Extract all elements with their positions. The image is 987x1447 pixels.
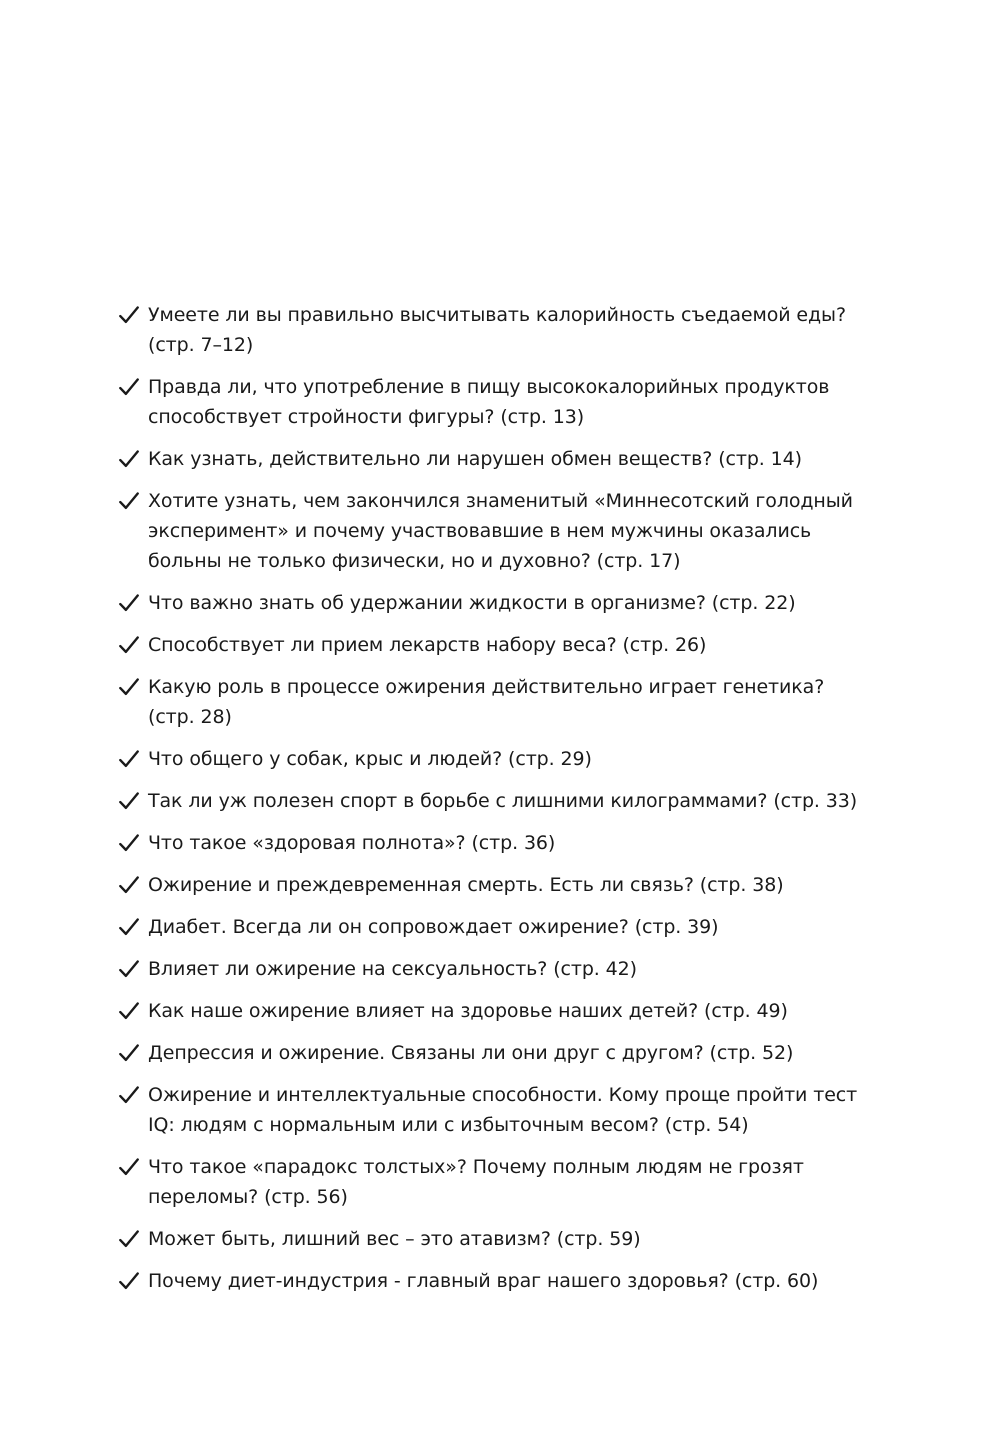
question-text: Ожирение и интеллектуальные способности. Кому проще пройти тест IQ: людям с нормальным или с избыточным весом? (стр. 54)	[148, 1084, 858, 1136]
question-item	[118, 996, 858, 1026]
question-item	[118, 1224, 858, 1254]
question-text: Так ли уж полезен спорт в борьбе с лишними килограммами? (стр. 33)	[148, 790, 858, 812]
question-item	[118, 486, 858, 576]
checkmark-icon	[118, 912, 148, 942]
checkmark-icon	[118, 828, 148, 858]
question-text: Ожирение и преждевременная смерть. Есть ли связь? (стр. 38)	[148, 874, 784, 896]
question-item	[118, 744, 858, 774]
question-item	[118, 1266, 858, 1296]
question-item	[118, 1152, 858, 1212]
checkmark-icon	[118, 444, 148, 474]
question-text: Что общего у собак, крыс и людей? (стр. 29)	[148, 748, 592, 770]
question-text: Что такое «парадокс толстых»? Почему полным людям не грозят переломы? (стр. 56)	[148, 1156, 804, 1208]
question-text: Влияет ли ожирение на сексуальность? (стр. 42)	[148, 958, 637, 980]
checkmark-icon	[118, 954, 148, 984]
question-list	[118, 300, 858, 1308]
checkmark-icon	[118, 1038, 148, 1068]
checkmark-icon	[118, 672, 148, 702]
checkmark-icon	[118, 1152, 148, 1182]
question-text: Хотите узнать, чем закончился знаменитый «Миннесотский голодный эксперимент» и почему участвовавшие в нем мужчины оказались больны не только физически, но и духовно? (стр. 17)	[148, 490, 853, 572]
question-item	[118, 786, 858, 816]
question-item	[118, 1038, 858, 1068]
question-item	[118, 588, 858, 618]
checkmark-icon	[118, 372, 148, 402]
question-item	[118, 630, 858, 660]
question-text: Депрессия и ожирение. Связаны ли они друг с другом? (стр. 52)	[148, 1042, 794, 1064]
question-text: Может быть, лишний вес – это атавизм? (стр. 59)	[148, 1228, 641, 1250]
question-item	[118, 1080, 858, 1140]
checkmark-icon	[118, 1266, 148, 1296]
checkmark-icon	[118, 588, 148, 618]
question-text: Умеете ли вы правильно высчитывать калорийность съедаемой еды? (стр. 7–12)	[148, 304, 846, 356]
question-item	[118, 672, 858, 732]
question-text: Как наше ожирение влияет на здоровье наших детей? (стр. 49)	[148, 1000, 788, 1022]
question-item	[118, 912, 858, 942]
checkmark-icon	[118, 744, 148, 774]
question-text: Почему диет-индустрия - главный враг нашего здоровья? (стр. 60)	[148, 1270, 819, 1292]
question-text: Что такое «здоровая полнота»? (стр. 36)	[148, 832, 556, 854]
checkmark-icon	[118, 486, 148, 516]
checkmark-icon	[118, 996, 148, 1026]
question-item	[118, 828, 858, 858]
question-text: Что важно знать об удержании жидкости в организме? (стр. 22)	[148, 592, 796, 614]
question-item	[118, 444, 858, 474]
checkmark-icon	[118, 300, 148, 330]
checkmark-icon	[118, 786, 148, 816]
checkmark-icon	[118, 1224, 148, 1254]
checkmark-icon	[118, 630, 148, 660]
question-text: Какую роль в процессе ожирения действительно играет генетика? (стр. 28)	[148, 676, 825, 728]
question-item	[118, 870, 858, 900]
question-item	[118, 954, 858, 984]
question-text: Диабет. Всегда ли он сопровождает ожирение? (стр. 39)	[148, 916, 719, 938]
question-text: Способствует ли прием лекарств набору веса? (стр. 26)	[148, 634, 707, 656]
question-item	[118, 372, 858, 432]
question-text: Правда ли, что употребление в пищу высококалорийных продуктов способствует стройности фигуры? (стр. 13)	[148, 376, 830, 428]
question-item	[118, 300, 858, 360]
checkmark-icon	[118, 1080, 148, 1110]
question-text: Как узнать, действительно ли нарушен обмен веществ? (стр. 14)	[148, 448, 802, 470]
checkmark-icon	[118, 870, 148, 900]
